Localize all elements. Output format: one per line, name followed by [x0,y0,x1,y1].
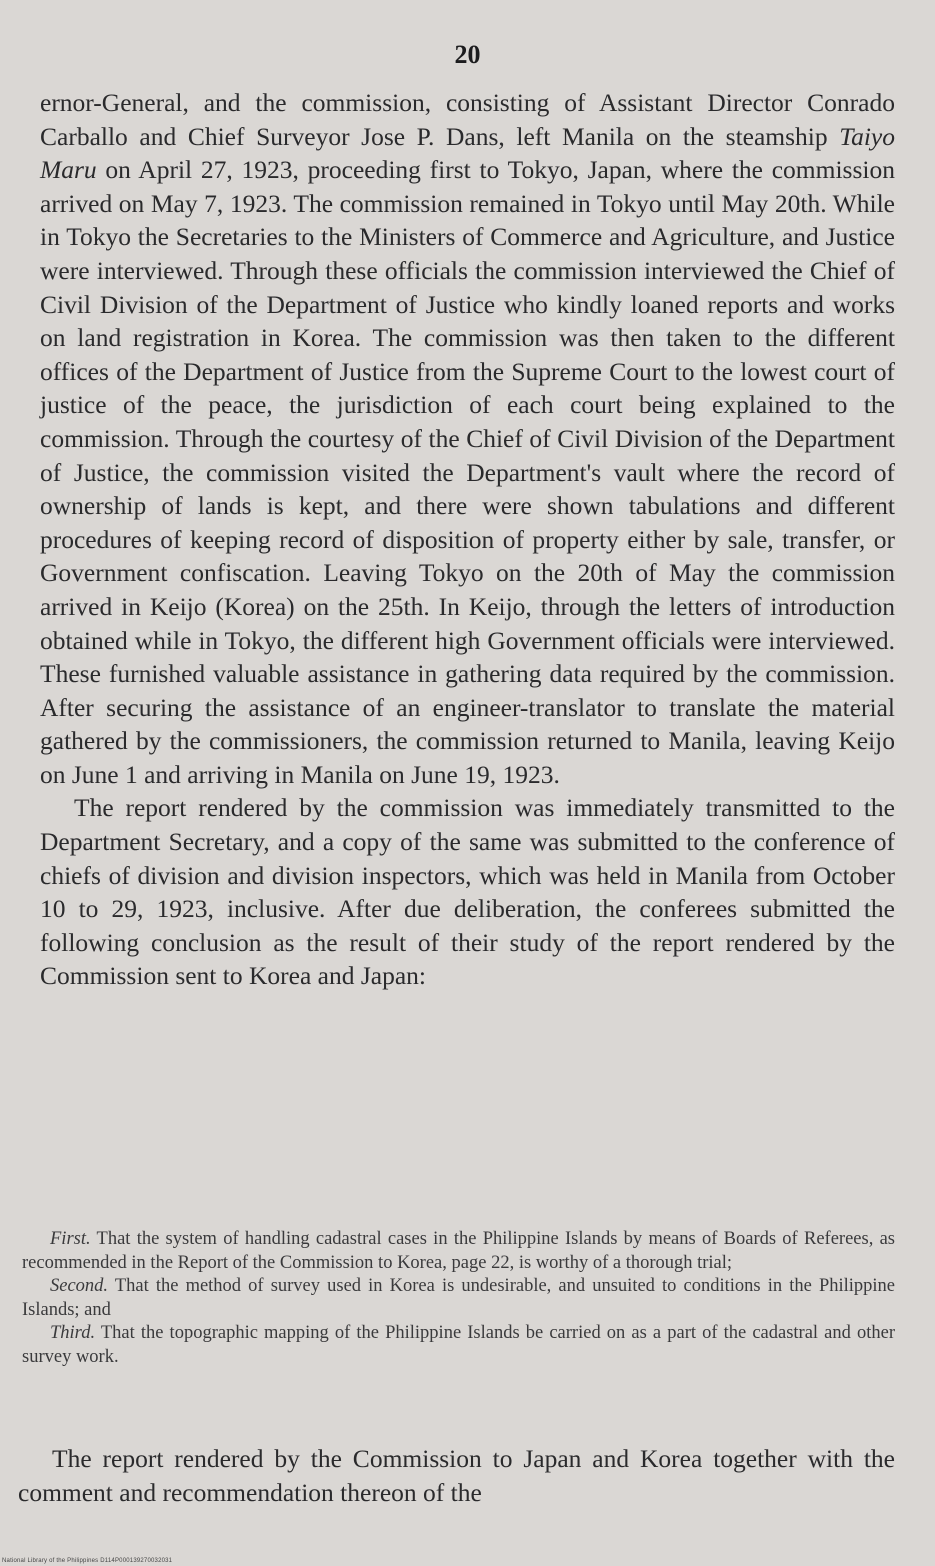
conclusion-label: Second. [50,1276,109,1296]
conclusion-label: Third. [50,1323,96,1343]
footer-source: National Library of the Philippines [2,1558,99,1564]
footer-code: D114P000139270032031 [100,1558,173,1564]
main-text [40,86,895,993]
conclusion-text: That the system of handling cadastral cases in the Philippine Islands by means of Boards of Referees, as recommended in the Report of the Commission to Korea, page 22, is worthy of a thorough trial; [22,1229,895,1273]
closing-paragraph: The report rendered by the Commission to Japan and Korea together with the comment and recommendation thereon of the [18,1444,895,1507]
paragraph-1-part-1: ernor-General, and the commission, consisting of Assistant Director Conrado Carballo and Chief Surveyor Jose P. Dans, left Manila on the steamship [40,88,895,151]
conclusions-list [22,1228,895,1369]
scan-footer [2,1558,172,1564]
conclusion-label: First. [50,1229,91,1249]
conclusion-item [22,1228,895,1275]
conclusion-text: That the topographic mapping of the Philippine Islands be carried on as a part of the cadastral and other survey work. [22,1323,895,1367]
body-paragraph-2: The report rendered by the commission was immediately transmitted to the Department Secretary, and a copy of the same was submitted to the conference of chiefs of division and division inspectors, which was held in Manila from October 10 to 29, 1923, inclusive. After due deliberation, the conferees submitted the following conclusion as the result of their study of the report rendered by the Commission sent to Korea and Japan: [40,793,895,991]
paragraph-1-part-2: on April 27, 1923, proceeding first to Tokyo, Japan, where the commission arrived on May 7, 1923. The commission remained in Tokyo until May 20th. While in Tokyo the Secretaries to the Ministers of Commerce and Agriculture, and Justice were interviewed. Through these officials the commission interviewed the Chief of Civil Division of the Department of Justice who kindly loaned reports and works on land registration in Korea. The commission was then taken to the different offices of the Department of Justice from the Supreme Court to the lowest court of justice of the peace, the jurisdiction of each court being explained to the commission. Through the courtesy of the Chief of Civil Division of the Department of Justice, the commission visited the Department's vault where the record of ownership of lands is kept, and there were shown tabulations and different procedures of keeping record of disposition of property either by sale, transfer, or Government confiscation. Leaving Tokyo on the 20th of May the commission arrived in Keijo (Korea) on the 25th. In Keijo, through the letters of introduction obtained while in Tokyo, the different high Government officials were interviewed. These furnished valuable assistance in gathering data required by the commission. After securing the assistance of an engineer-translator to translate the material gathered by the commissioners, the commission returned to Manila, leaving Keijo on June 1 and arriving in Manila on June 19, 1923. [40,155,895,789]
closing-text [18,1442,895,1509]
conclusion-text: That the method of survey used in Korea is undesirable, and unsuited to conditions in the Philippine Islands; and [22,1276,895,1320]
page-number: 20 [454,40,481,69]
body-paragraph-1 [40,86,895,791]
conclusion-item [22,1322,895,1369]
conclusion-item [22,1275,895,1322]
ship-name: Taiyo Maru [40,121,895,185]
